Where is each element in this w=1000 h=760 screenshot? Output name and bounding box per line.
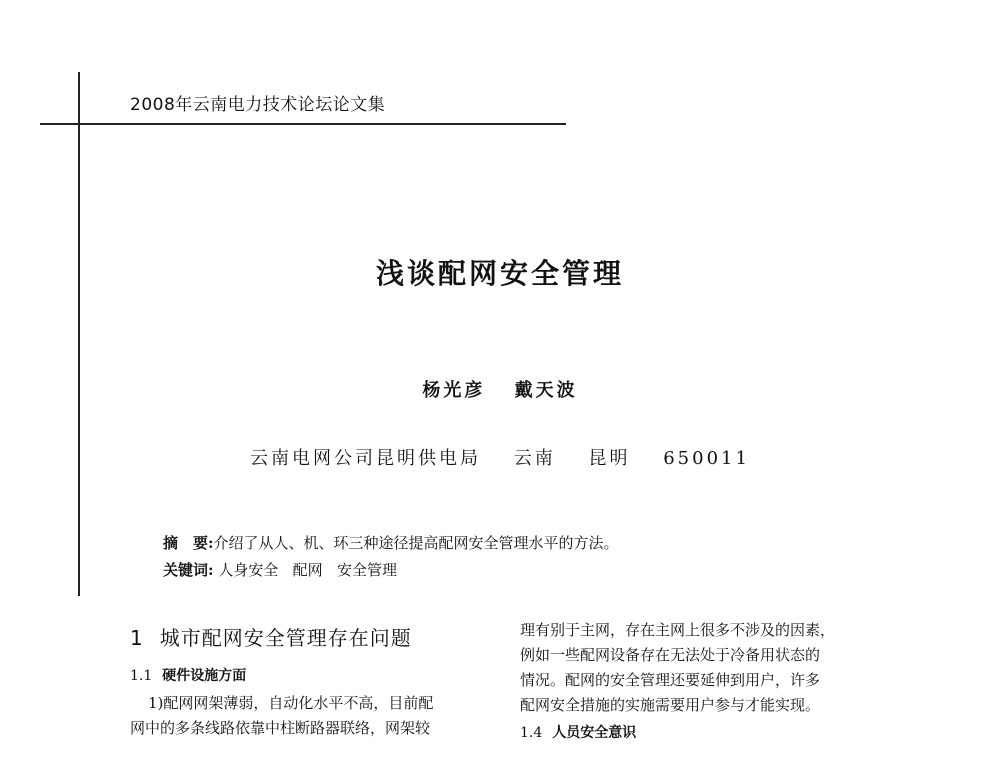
keyword: 配网 (292, 561, 323, 579)
paper-title: 浅谈配网安全管理 (375, 257, 624, 290)
body-line: 例如一些配网设备存在无法处于冷备用状态的 (520, 646, 821, 664)
subsection-number: 1.4 (520, 725, 543, 741)
affiliation (0, 444, 1000, 470)
running-header: 2008年云南电力技术论坛论文集 (130, 95, 386, 115)
body-line: 配网安全措施的实施需要用户参与才能实现。 (520, 696, 821, 714)
body-line: 网中的多条线路依靠中柱断路器联络，网架较 (130, 719, 431, 737)
body-line: 情况。配网的安全管理还要延伸到用户，许多 (520, 671, 821, 689)
body-paragraph (520, 618, 870, 718)
subsection-heading (130, 665, 490, 685)
subsection-title: 人员安全意识 (552, 725, 637, 741)
subsection-heading (520, 722, 870, 742)
affiliation-org: 云南电网公司昆明供电局 (250, 448, 482, 469)
abstract-line (163, 530, 619, 557)
author-name: 杨光彦 (422, 380, 486, 401)
abstract-label: 摘 要: (163, 534, 214, 552)
body-line: 1)配网网架薄弱，自动化水平不高，目前配 (148, 694, 434, 712)
header-rule (40, 123, 566, 125)
subsection-title: 硬件设施方面 (162, 668, 247, 684)
author-list (0, 376, 1000, 402)
section-title: 城市配网安全管理存在问题 (159, 626, 412, 650)
abstract-text: 介绍了从人、机、环三种途径提高配网安全管理水平的方法。 (213, 534, 619, 552)
keywords-line (163, 557, 619, 584)
author-name: 戴天波 (514, 380, 578, 401)
keyword: 安全管理 (336, 561, 397, 579)
section-number: 1 (130, 626, 144, 650)
keyword: 人身安全 (218, 561, 279, 579)
keywords-label: 关键词: (163, 561, 214, 579)
margin-vertical-rule (78, 72, 80, 596)
affiliation-postcode: 650011 (663, 448, 750, 469)
right-column (520, 618, 870, 748)
affiliation-city: 昆明 (588, 448, 631, 469)
left-column (130, 622, 490, 741)
affiliation-province: 云南 (513, 448, 556, 469)
subsection-number: 1.1 (130, 668, 153, 684)
section-heading (130, 622, 490, 651)
abstract-block (163, 530, 619, 584)
body-line: 理有别于主网，存在主网上很多不涉及的因素， (520, 621, 836, 639)
